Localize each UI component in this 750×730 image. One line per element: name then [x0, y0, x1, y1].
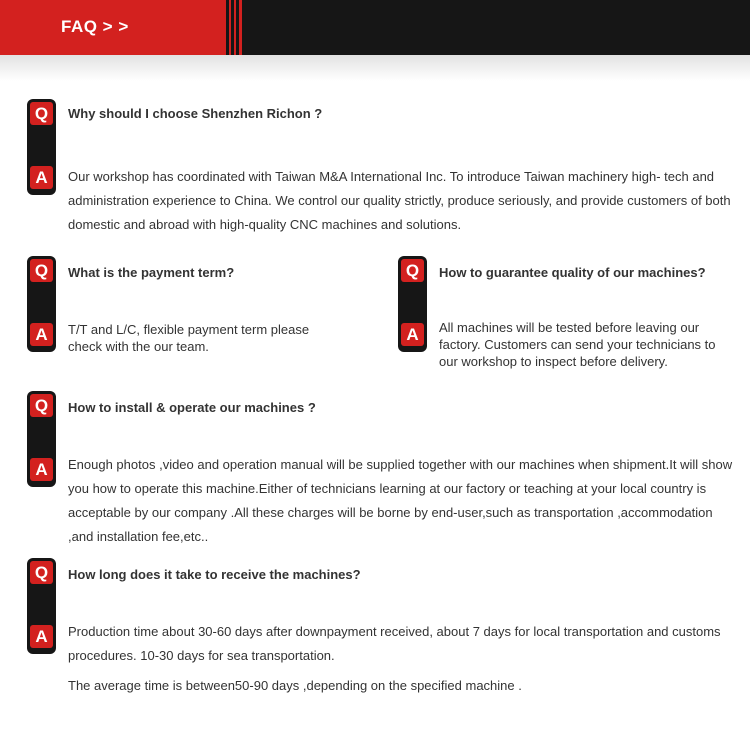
- faq-question: How to guarantee quality of our machines?: [439, 265, 706, 280]
- question-icon: Q: [30, 259, 53, 282]
- faq-answer: Enough photos ,video and operation manual will be supplied together with our machines when shipment.It will show you how to operate this machine.Either of technicians learning at our factory or teaching at your local country is acceptable by our company .All these charges will be borne by end-user,such as transportation ,accommodation ,and installation fee,etc..: [68, 457, 733, 544]
- answer-icon: A: [30, 625, 53, 648]
- faq-question: How long does it take to receive the machines?: [68, 567, 361, 582]
- faq-answer: Production time about 30-60 days after downpayment received, about 7 days for local transportation and customs procedures. 10-30 days for sea transportation.: [68, 624, 721, 663]
- question-icon: Q: [30, 394, 53, 417]
- header-stripe: [229, 0, 231, 55]
- qa-badge: [398, 256, 427, 352]
- question-icon: Q: [401, 259, 424, 282]
- question-icon: Q: [30, 102, 53, 125]
- faq-question: Why should I choose Shenzhen Richon ?: [68, 106, 323, 121]
- header-stripe: [239, 0, 242, 55]
- faq-question: What is the payment term?: [68, 265, 235, 280]
- faq-answer: T/T and L/C, flexible payment term please check with the our team.: [68, 322, 310, 354]
- faq-title: FAQ > >: [61, 17, 129, 36]
- qa-badge: [27, 391, 56, 487]
- answer-icon: A: [30, 458, 53, 481]
- header-shadow: [0, 55, 750, 81]
- qa-badge: [27, 558, 56, 654]
- faq-question: How to install & operate our machines ?: [68, 400, 316, 415]
- question-icon: Q: [30, 561, 53, 584]
- answer-icon: A: [30, 166, 53, 189]
- qa-badge: [27, 256, 56, 352]
- faq-answer: All machines will be tested before leaving our factory. Customers can send your technicians to our workshop to inspect before delivery.: [439, 320, 716, 369]
- answer-icon: A: [401, 323, 424, 346]
- faq-answer-note: The average time is between50-90 days ,depending on the specified machine .: [68, 678, 522, 693]
- answer-icon: A: [30, 323, 53, 346]
- qa-badge: [27, 99, 56, 195]
- faq-header-bar: [0, 0, 750, 55]
- faq-answer: Our workshop has coordinated with Taiwan M&A International Inc. To introduce Taiwan machinery high- tech and administration experience to China. We control our quality strictly, produce seriously, and provide customers of both domestic and abroad with high-quality CNC machines and solutions.: [68, 169, 731, 232]
- header-stripe: [234, 0, 236, 55]
